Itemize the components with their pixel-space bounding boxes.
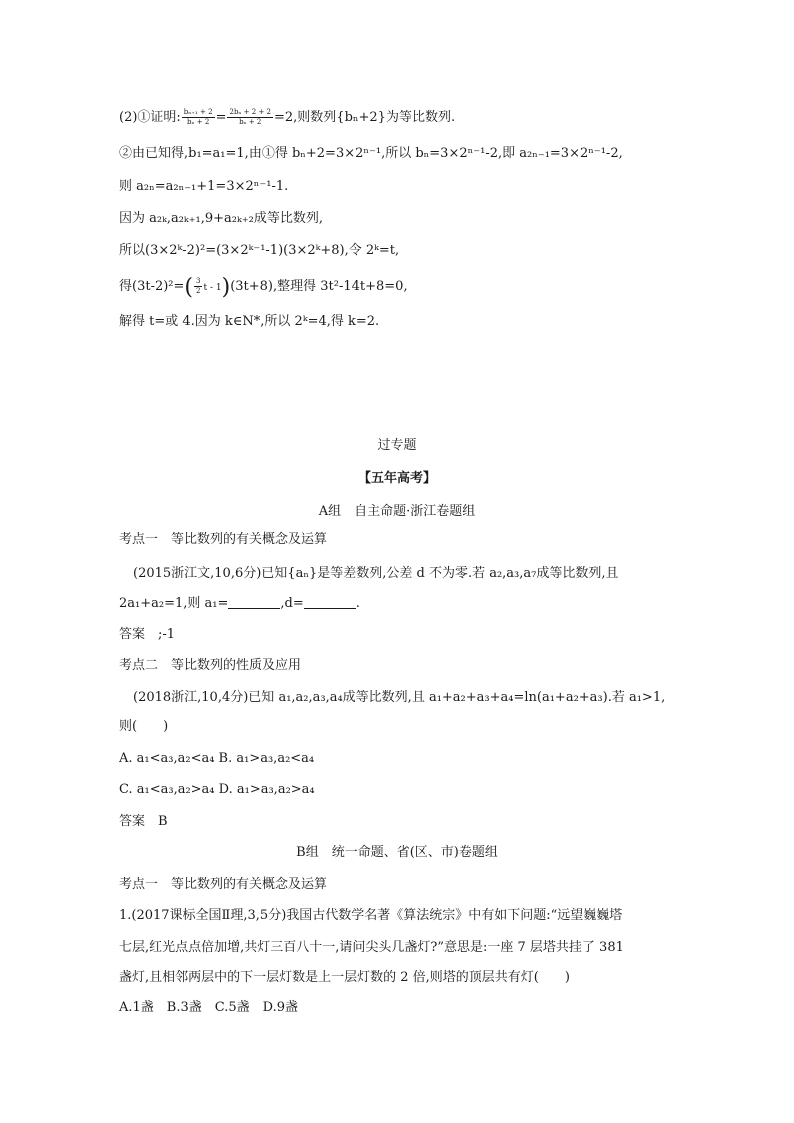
kaodian-a2: 考点二 等比数列的性质及应用: [119, 658, 302, 673]
fraction-three-halves: [194, 277, 202, 296]
question-a1-line-1: (2015浙江文,10,6分)已知{aₙ}是等差数列,公差 d 不为零.若 a₂,a₃,a₇成等比数列,且: [133, 566, 619, 581]
proof-line-5: 所以(3×2ᵏ-2)²=(3×2ᵏ⁻¹-1)(3×2ᵏ+8),令 2ᵏ=t,: [119, 243, 400, 258]
options-cd: C. a₁<a₃,a₂>a₄ D. a₁>a₃,a₂>a₄: [119, 782, 315, 797]
question-text: ,d=: [280, 596, 304, 611]
proof-label: (2)①证明:: [119, 110, 181, 125]
proof-line-2: ②由已知得,b₁=a₁=1,由①得 bₙ+2=3×2ⁿ⁻¹,所以 bₙ=3×2ⁿ⁻¹-2,即 a₂ₙ₋₁=3×2ⁿ⁻¹-2,: [119, 146, 623, 161]
fraction-left: [182, 108, 215, 127]
answer-blank-d: [304, 596, 356, 609]
question-text: .: [355, 596, 360, 611]
fraction-denominator: bₙ + 2: [239, 118, 262, 126]
equals-sign: =: [215, 110, 227, 125]
fraction-right: [227, 108, 273, 127]
left-paren: (: [184, 275, 194, 300]
equation-rest: (3t+8),整理得 3t²-14t+8=0,: [230, 279, 408, 294]
right-paren: ): [221, 275, 231, 300]
question-a2-line-1: (2018浙江,10,4分)已知 a₁,a₂,a₃,a₄成等比数列,且 a₁+a₂+a₃+a₄=ln(a₁+a₂+a₃).若 a₁>1,: [133, 690, 666, 705]
fraction-denominator: bₙ + 2: [187, 118, 210, 126]
options-ab: A. a₁<a₃,a₂<a₄ B. a₁>a₃,a₂<a₄: [119, 751, 315, 766]
question-b1-line-3: 盏灯,且相邻两层中的下一层灯数是上一层灯数的 2 倍,则塔的顶层共有灯( ): [119, 970, 570, 985]
proof-line-3: 则 a₂ₙ=a₂ₙ₋₁+1=3×2ⁿ⁻¹-1.: [119, 179, 289, 194]
answer-blank-a1: [228, 596, 280, 609]
section-title: 过专题: [377, 438, 417, 453]
t-minus-one: t - 1: [203, 283, 222, 293]
question-a2-line-2: 则( ): [119, 719, 169, 734]
proof-line-4: 因为 a₂ₖ,a₂ₖ₊₁,9+a₂ₖ₊₂成等比数列,: [119, 211, 323, 226]
kaodian-a1: 考点一 等比数列的有关概念及运算: [119, 532, 328, 547]
fraction-numerator: 3: [196, 277, 201, 285]
question-b1-line-1: 1.(2017课标全国Ⅱ理,3,5分)我国古代数学名著《算法统宗》中有如下问题:“远望巍巍塔: [119, 908, 623, 923]
equation-lhs: 得(3t-2)²=: [119, 279, 185, 294]
answer-a1: 答案 ;-1: [119, 627, 176, 642]
options-b1: A.1盏 B.3盏 C.5盏 D.9盏: [119, 1000, 298, 1015]
question-b1-line-2: 七层,红光点点倍加增,共灯三百八十一,请问尖头几盏灯?”意思是:一座 7 层塔共挂了 381: [119, 940, 624, 955]
question-a1-line-2: [119, 595, 360, 613]
five-years-heading: 【五年高考】: [357, 471, 436, 486]
fraction-denominator: 2: [196, 287, 201, 295]
fraction-numerator: bₙ₊₁ + 2: [183, 108, 213, 116]
proof-line-6: [119, 275, 408, 300]
group-b-heading: B组 统一命题、省(区、市)卷题组: [296, 845, 498, 860]
fraction-numerator: 2bₙ + 2 + 2: [229, 108, 271, 116]
kaodian-b1: 考点一 等比数列的有关概念及运算: [119, 877, 328, 892]
proof-conclusion: =2,则数列{bₙ+2}为等比数列.: [274, 110, 456, 125]
proof-line-1: [119, 108, 455, 127]
answer-a2: 答案 B: [119, 814, 168, 829]
proof-line-7: 解得 t=或 4.因为 k∈N*,所以 2ᵏ=4,得 k=2.: [119, 314, 380, 329]
question-text: 2a₁+a₂=1,则 a₁=: [119, 596, 229, 611]
group-a-heading: A组 自主命题·浙江卷题组: [318, 504, 476, 519]
